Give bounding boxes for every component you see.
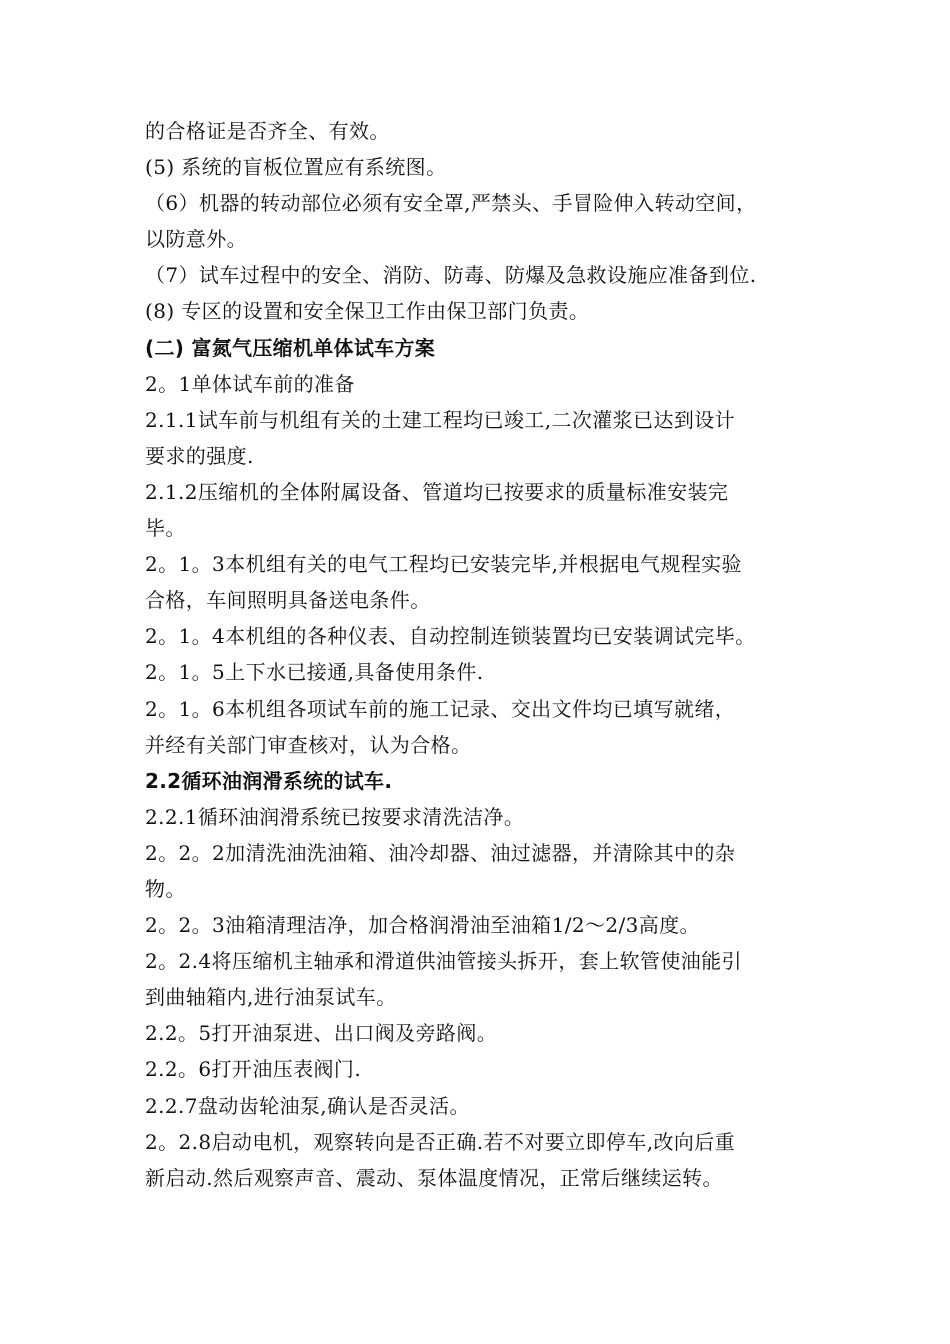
text-line: 2。2。2加清洗油洗油箱、油冷却器、油过滤器，并清除其中的杂 — [145, 840, 736, 865]
text-line: 2。1。3本机组有关的电气工程均已安装完毕,并根据电气规程实验 — [145, 552, 742, 577]
text-line: 的合格证是否齐全、有效。 — [145, 119, 390, 143]
text-line: 2.2.1循环油润滑系统已按要求清洗洁净。 — [145, 804, 525, 829]
section-heading: (二) 富氮气压缩机单体试车方案 — [145, 335, 436, 360]
section-heading: 2.2循环油润滑系统的试车. — [145, 768, 393, 793]
text-line: （7）试车过程中的安全、消防、防毒、防爆及急救设施应准备到位. — [145, 263, 757, 288]
text-line: 以防意外。 — [145, 227, 247, 252]
text-line: 2。2.4将压缩机主轴承和滑道供油管接头拆开，套上软管使油能引 — [145, 949, 742, 974]
text-line: 要求的强度. — [145, 443, 254, 468]
text-line: 2。1。6本机组各项试车前的施工记录、交出文件均已填写就绪， — [145, 696, 736, 721]
text-line: 毕。 — [145, 516, 186, 541]
text-line: 新启动.然后观察声音、震动、泵体温度情况，正常后继续运转。 — [145, 1165, 723, 1190]
text-line: (8) 专区的设置和安全保卫工作由保卫部门负责。 — [145, 299, 590, 324]
text-line: 物。 — [145, 876, 186, 901]
text-line: 2。2.8启动电机，观察转向是否正确.若不对要立即停车,改向后重 — [145, 1129, 736, 1154]
text-line: 2.1.2压缩机的全体附属设备、管道均已按要求的质量标准安装完 — [145, 479, 729, 504]
text-line: 2.2。5打开油泵进、出口阀及旁路阀。 — [145, 1021, 498, 1046]
document-body — [145, 113, 825, 1196]
text-line: 到曲轴箱内,进行油泵试车。 — [145, 985, 397, 1010]
text-line: 2。1。5上下水已接通,具备使用条件. — [145, 660, 484, 685]
text-line: 并经有关部门审查核对，认为合格。 — [145, 732, 472, 757]
text-line: 2.2.7盘动齿轮油泵,确认是否灵活。 — [145, 1093, 470, 1118]
text-line: 合格，车间照明具备送电条件。 — [145, 588, 431, 613]
text-line: （6）机器的转动部位必须有安全罩,严禁头、手冒险伸入转动空间， — [145, 191, 757, 216]
text-line: 2.1.1试车前与机组有关的土建工程均已竣工,二次灌浆已达到设计 — [145, 407, 736, 432]
text-line: 2。1。4本机组的各种仪表、自动控制连锁装置均已安装调试完毕。 — [145, 624, 756, 649]
text-line: 2.2。6打开油压表阀门. — [145, 1057, 362, 1082]
text-line: 2。2。3油箱清理洁净，加合格润滑油至油箱1/2～2/3高度。 — [145, 913, 700, 938]
text-line: (5) 系统的盲板位置应有系统图。 — [145, 155, 447, 180]
text-line: 2。1单体试车前的准备 — [145, 371, 355, 396]
